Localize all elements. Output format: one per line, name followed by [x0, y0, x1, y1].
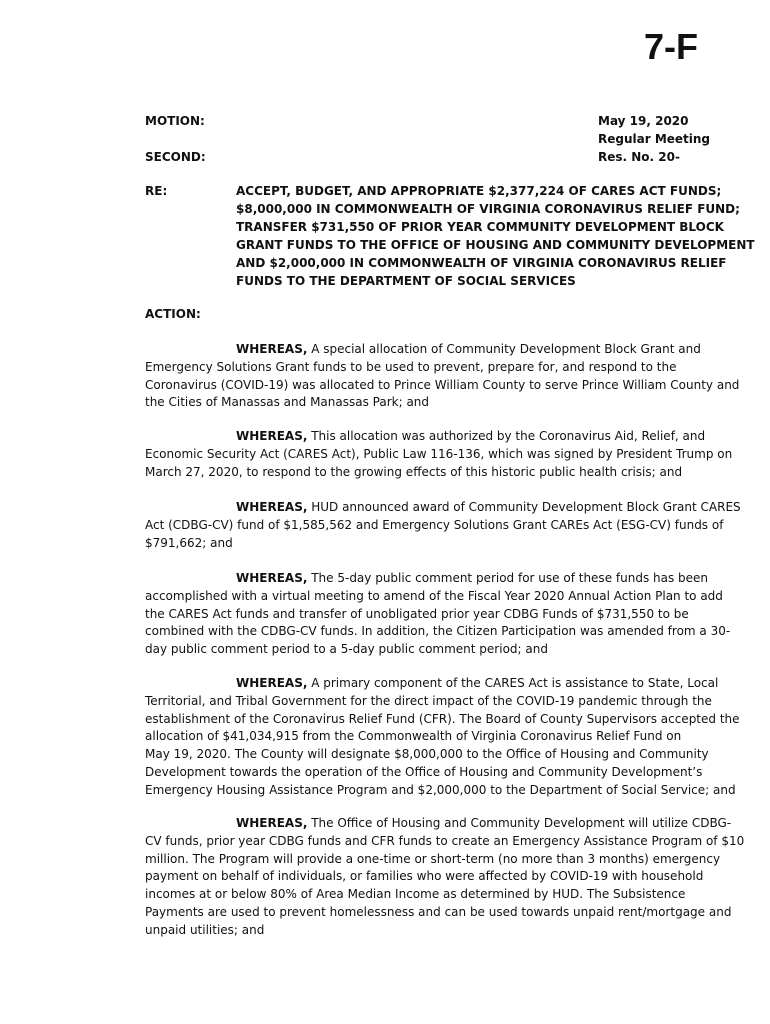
paragraph-line: Development towards the operation of the Office of Housing and Community Development’s	[145, 764, 703, 779]
whereas-paragraph	[145, 428, 735, 481]
paragraph-line: Act (CDBG-CV) fund of $1,585,562 and Emergency Solutions Grant CAREs Act (ESG-CV) funds of	[145, 517, 724, 532]
paragraph-text: HUD announced award of Community Development Block Grant CARES	[307, 500, 741, 514]
paragraph-text: A special allocation of Community Development Block Grant and	[307, 342, 701, 356]
paragraph-line: payment on behalf of individuals, or families who were affected by COVID-19 with household	[145, 869, 704, 884]
paragraph-text: The 5-day public comment period for use of these funds has been	[307, 571, 709, 585]
paragraph-text: A primary component of the CARES Act is assistance to State, Local	[307, 676, 719, 690]
meeting-type: Regular Meeting	[598, 132, 711, 146]
re-subject	[236, 182, 755, 290]
re-line: FUNDS TO THE DEPARTMENT OF SOCIAL SERVICES	[236, 274, 576, 288]
whereas-keyword: WHEREAS,	[236, 816, 308, 830]
re-line: GRANT FUNDS TO THE OFFICE OF HOUSING AND COMMUNITY DEVELOPMENT	[236, 238, 755, 252]
resolution-number: Res. No. 20-	[598, 150, 680, 164]
whereas-keyword: WHEREAS,	[236, 571, 308, 585]
paragraph-line: CV funds, prior year CDBG funds and CFR funds to create an Emergency Assistance Program of $10	[145, 833, 745, 848]
meeting-info	[598, 112, 710, 166]
action-label: ACTION:	[145, 307, 201, 321]
second-label: SECOND:	[145, 150, 206, 164]
paragraph-line: Territorial, and Tribal Government for the direct impact of the COVID-19 pandemic through the	[145, 693, 712, 708]
paragraph-line: $791,662; and	[145, 535, 233, 550]
meeting-date: May 19, 2020	[598, 114, 689, 128]
paragraph-line: accomplished with a virtual meeting to amend of the Fiscal Year 2020 Annual Action Plan to add	[145, 588, 723, 603]
whereas-keyword: WHEREAS,	[236, 500, 308, 514]
whereas-paragraph	[145, 675, 740, 800]
whereas-paragraph	[145, 341, 740, 412]
paragraph-line: incomes at or below 80% of Area Median Income as determined by HUD. The Subsistence	[145, 887, 686, 902]
whereas-paragraph	[145, 570, 735, 659]
paragraph-line: unpaid utilities; and	[145, 922, 265, 937]
paragraph-line: million. The Program will provide a one-time or short-term (no more than 3 months) emergency	[145, 851, 721, 866]
paragraph-line: combined with the CDBG-CV funds. In addition, the Citizen Participation was amended from a 30-	[145, 624, 731, 639]
whereas-keyword: WHEREAS,	[236, 342, 308, 356]
paragraph-line: Emergency Housing Assistance Program and $2,000,000 to the Department of Social Service; and	[145, 782, 736, 797]
paragraph-line: the CARES Act funds and transfer of unobligated prior year CDBG Funds of $731,550 to be	[145, 606, 689, 621]
paragraph-line: Payments are used to prevent homelessness and can be used towards unpaid rent/mortgage and	[145, 904, 732, 919]
paragraph-line: establishment of the Coronavirus Relief Fund (CFR). The Board of County Supervisors accepted the	[145, 711, 740, 726]
paragraph-line: the Cities of Manassas and Manassas Park; and	[145, 395, 430, 410]
re-line: AND $2,000,000 IN COMMONWEALTH OF VIRGINIA CORONAVIRUS RELIEF	[236, 256, 727, 270]
whereas-paragraph	[145, 815, 745, 940]
re-line: $8,000,000 IN COMMONWEALTH OF VIRGINIA CORONAVIRUS RELIEF FUND;	[236, 202, 740, 216]
paragraph-line: May 19, 2020. The County will designate $8,000,000 to the Office of Housing and Community	[145, 747, 709, 762]
whereas-keyword: WHEREAS,	[236, 676, 308, 690]
re-label: RE:	[145, 184, 168, 198]
paragraph-line: Economic Security Act (CARES Act), Public Law 116-136, which was signed by President Trump on	[145, 446, 733, 461]
re-line: ACCEPT, BUDGET, AND APPROPRIATE $2,377,224 OF CARES ACT FUNDS;	[236, 184, 722, 198]
whereas-paragraph	[145, 499, 741, 552]
agenda-item-number: 7-F	[644, 26, 698, 67]
paragraph-text: The Office of Housing and Community Development will utilize CDBG-	[307, 816, 732, 830]
paragraph-line: March 27, 2020, to respond to the growing effects of this historic public health crisis; and	[145, 464, 683, 479]
re-line: TRANSFER $731,550 OF PRIOR YEAR COMMUNITY DEVELOPMENT BLOCK	[236, 220, 724, 234]
paragraph-line: Emergency Solutions Grant funds to be used to prevent, prepare for, and respond to the	[145, 359, 677, 374]
paragraph-line: Coronavirus (COVID-19) was allocated to Prince William County to serve Prince William County and	[145, 377, 740, 392]
motion-label: MOTION:	[145, 114, 205, 128]
paragraph-text: This allocation was authorized by the Coronavirus Aid, Relief, and	[307, 429, 706, 443]
paragraph-line: allocation of $41,034,915 from the Commonwealth of Virginia Coronavirus Relief Fund on	[145, 729, 682, 744]
paragraph-line: day public comment period to a 5-day public comment period; and	[145, 642, 548, 657]
whereas-keyword: WHEREAS,	[236, 429, 308, 443]
